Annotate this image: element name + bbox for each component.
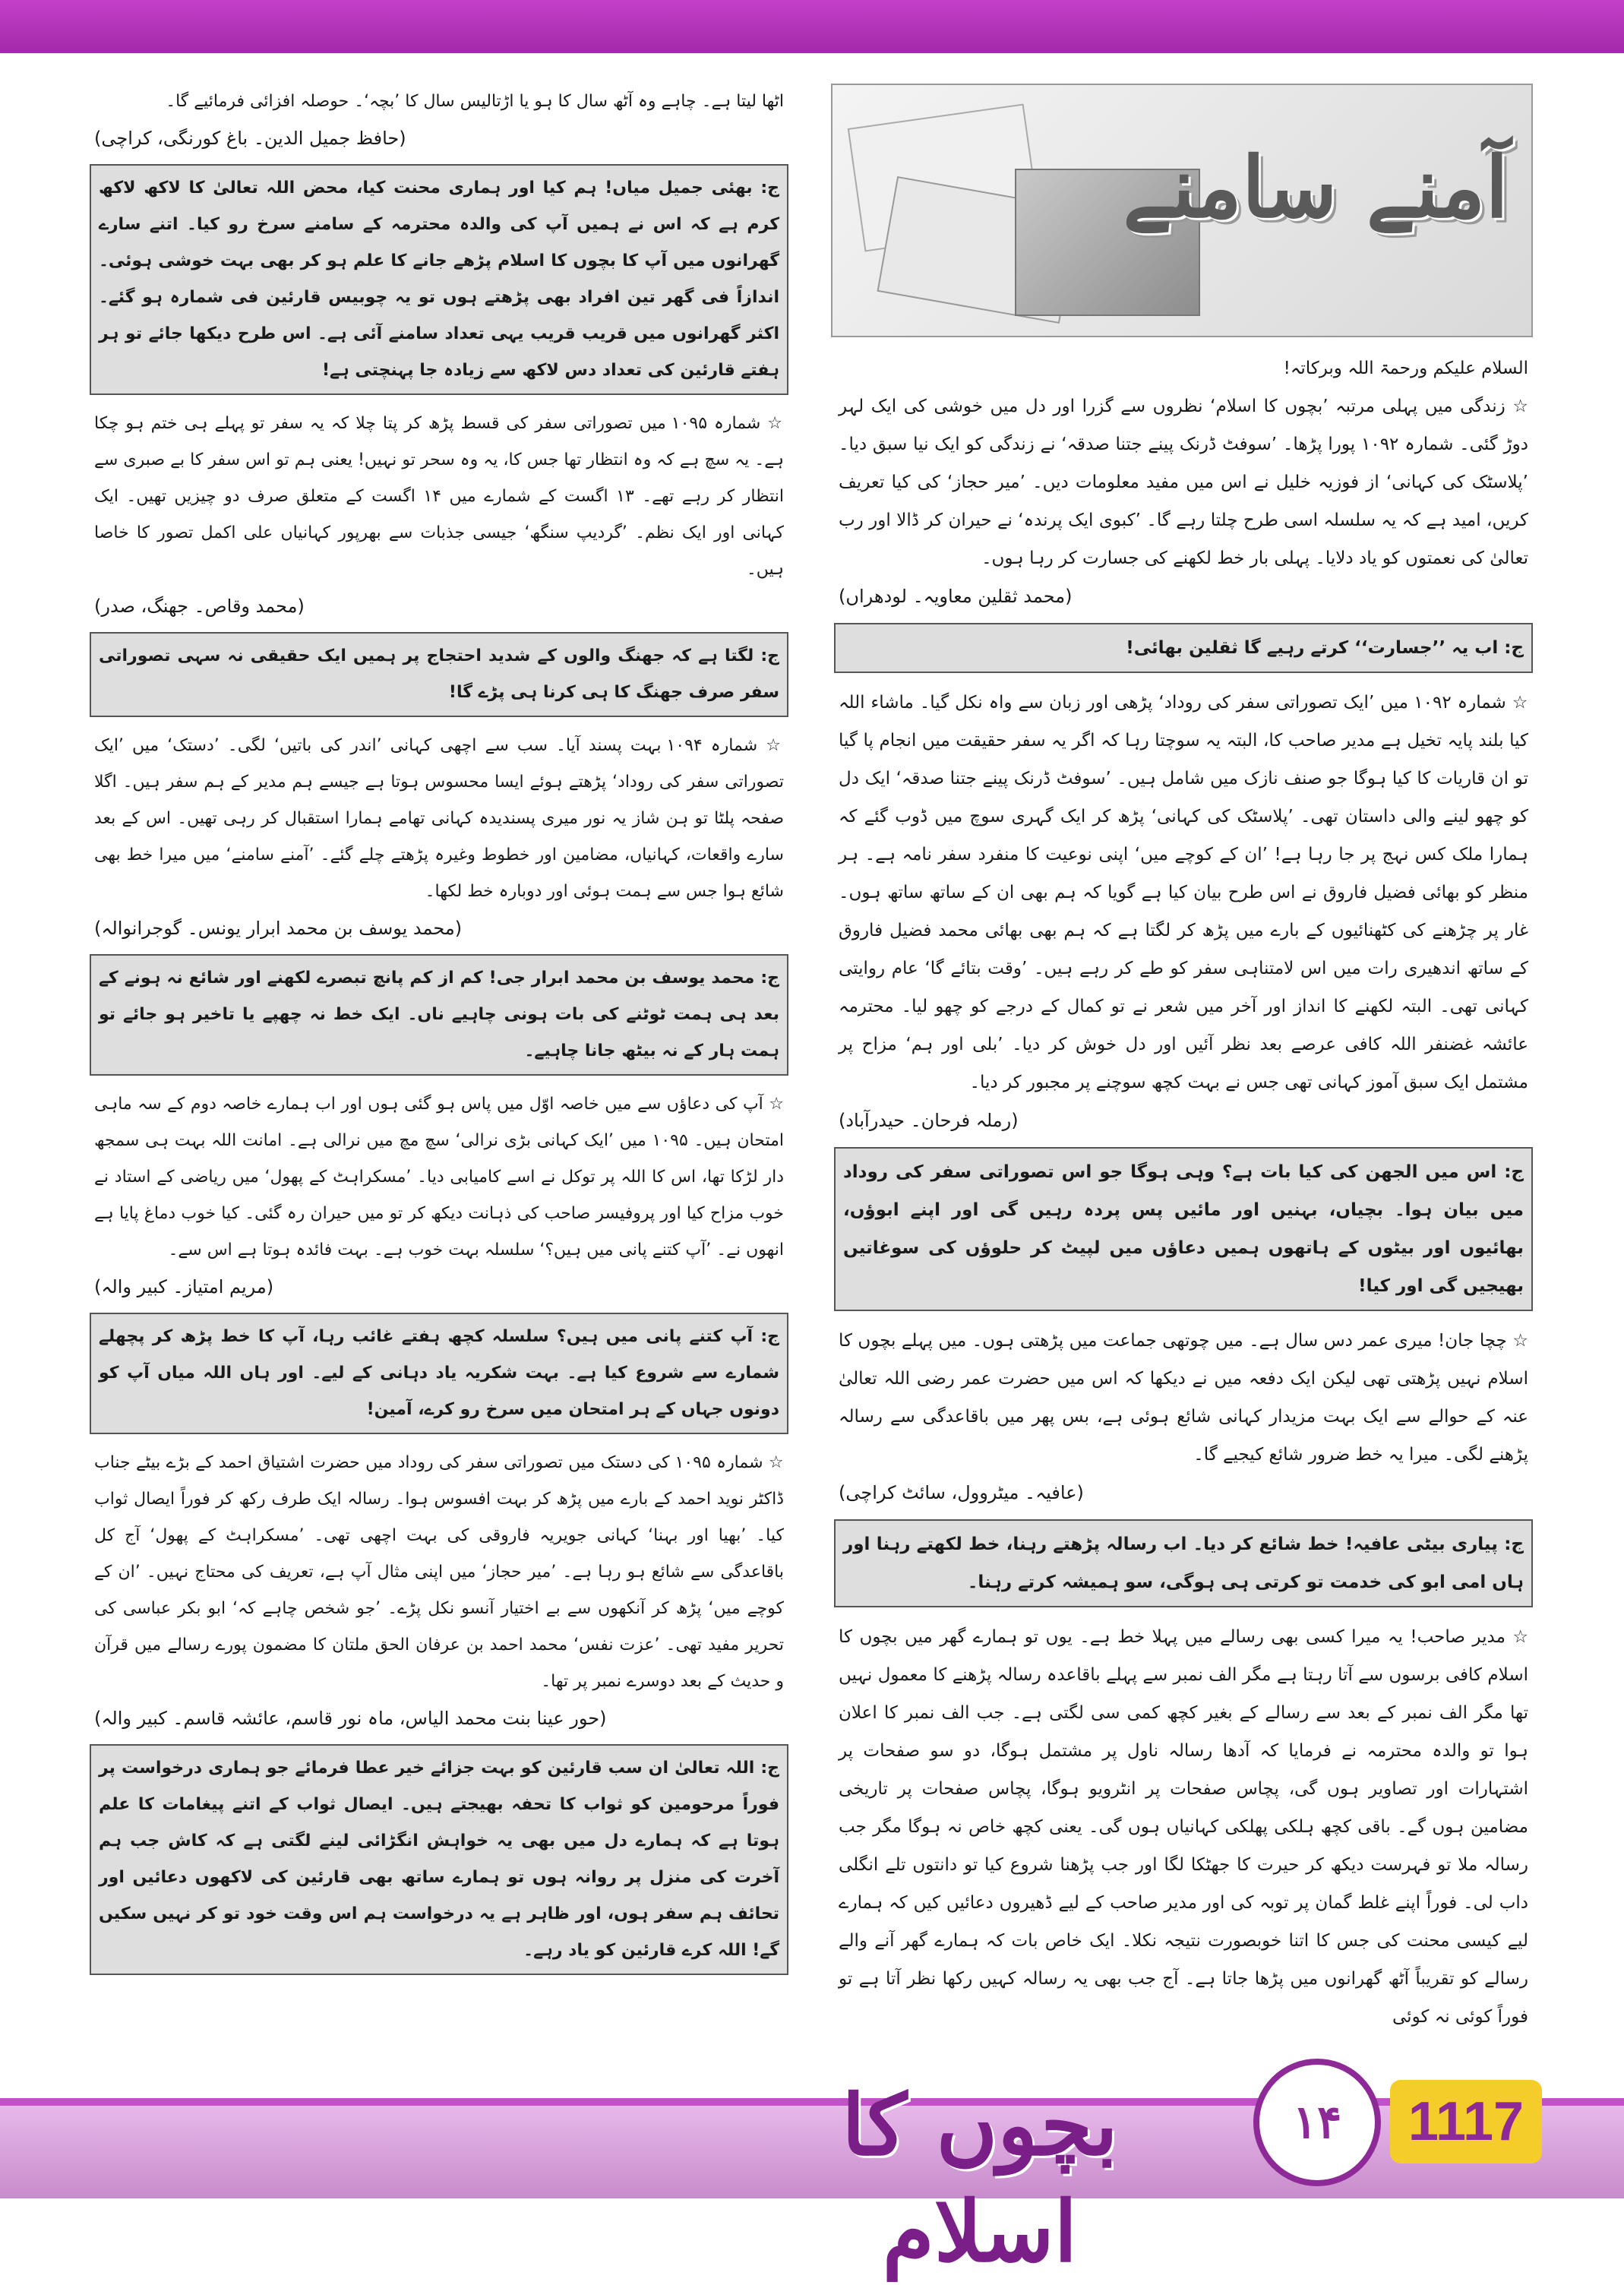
- letter-signature: (محمد ثقلین معاویہ۔ لودھراں): [839, 586, 1073, 607]
- left-letters: [90, 84, 788, 1975]
- reader-letter: [90, 1086, 788, 1305]
- greeting-line: السلام علیکم ورحمۃ اللہ وبرکاتہ!: [1283, 359, 1528, 378]
- reader-letter: [834, 387, 1533, 615]
- editor-reply: ج: اس میں الجھن کی کیا بات ہے؟ وہی ہوگا جو اس تصوراتی سفر کی روداد میں بیان ہوا۔ بچیاں، بہنیں اور مائیں پس پردہ رہیں گی اور اپنے ابوؤں، بھائیوں اور بیٹوں کے ہاتھوں ہمیں دعاؤں میں لپیٹ کر حلوؤں کی سوغاتیں بھیجیں گی اور کیا!: [834, 1147, 1533, 1311]
- right-letters: [834, 349, 1533, 2036]
- reader-letter: [90, 406, 788, 624]
- section-header-banner: [831, 84, 1533, 337]
- letter-signature: (عافیہ۔ میٹروول، سائٹ کراچی): [839, 1482, 1084, 1503]
- page-number: ۱۴: [1253, 2059, 1381, 2186]
- reader-letter: [834, 684, 1533, 1139]
- letter-signature: (محمد یوسف بن محمد ابرار یونس۔ گوجرانوالہ): [94, 918, 463, 939]
- letter-body: ☆ شمارہ ۱۰۹۵ کی دستک میں تصوراتی سفر کی روداد میں حضرت اشتیاق احمد کے بڑے بیٹے جناب ڈاکٹر نوید احمد کے بارے میں پڑھ کر بہت افسوس ہوا۔ رسالہ ایک طرف رکھ کر فوراً ایصال ثواب کیا۔ ’بھیا اور بہنا‘ کہانی جویریہ فاروقی کی بہت اچھی تھی۔ ’مسکراہٹ کے پھول‘ آج کل باقاعدگی سے شائع ہو رہا ہے۔ ’میر حجاز‘ میں اپنی مثال آپ ہے، تعریف کی محتاج نہیں۔ ’ان کے کوچے میں‘ پڑھ کر آنکھوں سے بے اختیار آنسو نکل پڑے۔ ’جو شخص چاہے کہ‘ ابو بکر عباسی کی تحریر مفید تھی۔ ’عزت نفس‘ محمد احمد بن عرفان الحق ملتان کا مضمون پورے رسالے میں قرآن و حدیث کے بعد دوسرے نمبر پر تھا۔: [94, 1453, 784, 1691]
- issue-number: 1117: [1390, 2080, 1542, 2163]
- editor-reply: ج: بھئی جمیل میاں! ہم کیا اور ہماری محنت کیا، محض اللہ تعالیٰ کا لاکھ لاکھ کرم ہے کہ اس نے ہمیں آپ کی والدہ محترمہ کے سامنے سرخ رو کیا۔ اتنے سارے گھرانوں میں آپ کا بچوں کا اسلام پڑھے جانے کا علم ہو کر بھی بہت خوشی ہوئی۔ اندازاً فی گھر تین افراد بھی پڑھتے ہوں تو یہ چوبیس قارئین فی شمارہ ہو گئے۔ اکثر گھرانوں میں قریب قریب یہی تعداد سامنے آئی ہے۔ اس طرح دیکھا جائے تو ہر ہفتے قارئین کی تعداد دس لاکھ سے زیادہ جا پہنچتی ہے!: [90, 164, 788, 395]
- footer: [0, 2059, 1624, 2280]
- reader-letter: [90, 1445, 788, 1737]
- reader-letter: [834, 1618, 1533, 2036]
- letter-body: ☆ مدیر صاحب! یہ میرا کسی بھی رسالے میں پہلا خط ہے۔ یوں تو ہمارے گھر میں بچوں کا اسلام کافی برسوں سے آتا رہتا ہے مگر الف نمبر سے پہلے باقاعدہ رسالہ پڑھنے کا معمول نہیں تھا مگر الف نمبر کے بعد سے رسالے کے بغیر کچھ کمی سی لگتی ہے۔ جب الف نمبر کا اعلان ہوا تو والدہ محترمہ نے فرمایا کہ آدھا رسالہ ناول پر مشتمل ہوگا، دو سو صفحات پر اشتہارات اور تصاویر ہوں گی، پچاس صفحات پر انٹرویو ہوگا، پچاس صفحات پر تاریخی مضامین ہوں گے۔ باقی کچھ ہلکی پھلکی کہانیاں ہوں گی۔ یعنی کچھ خاص نہ ہوگا مگر جب رسالہ ملا تو فہرست دیکھ کر حیرت کا جھٹکا لگا اور جب پڑھنا شروع کیا تو دانتوں تلے انگلی داب لی۔ فوراً اپنے غلط گمان پر توبہ کی اور مدیر صاحب کے لیے ڈھیروں دعائیں کیں کہ ہمارے لیے کیسی محنت کی جس کا اتنا خوبصورت نتیجہ نکلا۔ ایک خاص بات کہ ہمارے گھر آنے والے رسالے کو تقریباً آٹھ گھرانوں میں پڑھا جاتا ہے۔ آج جب بھی یہ رسالہ کہیں رکھا نظر آتا ہے تو فوراً کوئی نہ کوئی: [839, 1627, 1528, 2027]
- magazine-logo: بچوں کا اسلام: [842, 2076, 1118, 2280]
- left-column: [90, 84, 788, 1986]
- letter-signature: (مریم امتیاز۔ کبیر والہ): [94, 1276, 274, 1297]
- letter-body: ☆ شمارہ ۱۰۹۲ میں ’ایک تصوراتی سفر کی روداد‘ پڑھی اور زبان سے واہ نکل گیا۔ ماشاء اللہ کیا بلند پایہ تخیل ہے مدیر صاحب کا، البتہ یہ سوچتا رہا کہ اگر یہ سفر حقیقت میں انجام پا گیا تو ان قاریات کا کیا ہوگا جو صنف نازک میں شامل ہیں۔ ’سوفٹ ڈرنک پینے جتنا صدقہ‘ ایک دل کو چھو لینے والی داستان تھی۔ ’پلاسٹک کی کہانی‘ پڑھ کر ایک گہری سوچ میں ڈوب گئے کہ ہمارا ملک کس نہج پر جا رہا ہے! ’ان کے کوچے میں‘ اپنی نوعیت کا منفرد سفر نامہ ہے۔ ہر منظر کو بھائی فضیل فاروق نے اس طرح بیان کیا ہے گویا کہ ہم بھی ان کے ساتھ ساتھ ہوں۔ غار پر چڑھنے کی کٹھنائیوں کے بارے میں پڑھ کر لگتا ہے کہ ہم بھی بھائی محمد فضیل فاروق کے ساتھ اندھیری رات میں اس لامتناہی سفر کو طے کر رہے ہیں۔ ’وقت بتائے گا‘ عام روایتی کہانی تھی۔ البتہ لکھنے کا انداز اور آخر میں شعر نے تو کمال کے درجے کو چھو لیا۔ محترمہ عائشہ غضنفر اللہ کافی عرصے بعد نظر آئیں اور دل خوش کر دیا۔ ’بلی اور ہم‘ مزاح پر مشتمل ایک سبق آموز کہانی تھی جس نے بہت کچھ سوچنے پر مجبور کر دیا۔: [839, 693, 1528, 1092]
- reader-letter: [90, 728, 788, 947]
- top-color-bar: [0, 0, 1624, 53]
- letter-signature: (حور عینا بنت محمد الیاس، ماہ نور قاسم، عائشہ قاسم۔ کبیر والہ): [94, 1708, 607, 1729]
- letter-body: اٹھا لیتا ہے۔ چاہے وہ آٹھ سال کا ہو یا اڑتالیس سال کا ’بچہ‘۔ حوصلہ افزائی فرمائیے گا۔: [166, 92, 784, 111]
- letter-body: ☆ چچا جان! میری عمر دس سال ہے۔ میں چوتھی جماعت میں پڑھتی ہوں۔ میں پہلے بچوں کا اسلام نہیں پڑھتی تھی لیکن ایک دفعہ میں نے دیکھا کہ اس میں حضرت عمر رضی اللہ تعالیٰ عنہ کے حوالے سے ایک بہت مزیدار کہانی شائع ہوئی ہے، بس پھر میں باقاعدگی سے رسالہ پڑھنے لگی۔ میرا یہ خط ضرور شائع کیجیے گا۔: [839, 1331, 1528, 1465]
- editor-reply: ج: اب یہ ’’جسارت‘‘ کرتے رہیے گا ثقلین بھائی!: [834, 623, 1533, 673]
- letter-signature: (رملہ فرحان۔ حیدرآباد): [839, 1110, 1019, 1131]
- letter-body: ☆ شمارہ ۱۰۹۴ بہت پسند آیا۔ سب سے اچھی کہانی ’اندر کی باتیں‘ لگی۔ ’دستک‘ میں ’ایک تصوراتی سفر کی روداد‘ پڑھتے ہوئے ایسا محسوس ہوتا ہے جیسے ہم مدیر کے ہم سفر ہیں۔ اگلا صفحہ پلٹا تو ہن شاز یہ نور میری پسندیدہ کہانی تھامے ہمارا استقبال کر رہی تھیں۔ اس کے بعد سارے واقعات، کہانیاں، مضامین اور خطوط وغیرہ پڑھتے چلے گئے۔ ’آمنے سامنے‘ میں میرا خط بھی شائع ہوا جس سے ہمت ہوئی اور دوبارہ خط لکھا۔: [94, 736, 784, 901]
- editor-reply: ج: پیاری بیٹی عافیہ! خط شائع کر دیا۔ اب رسالہ پڑھتے رہنا، خط لکھتے رہنا اور ہاں امی ابو کی خدمت تو کرتی ہی ہوگی، سو ہمیشہ کرتے رہنا۔: [834, 1519, 1533, 1607]
- letter-body: ☆ شمارہ ۱۰۹۵ میں تصوراتی سفر کی قسط پڑھ کر پتا چلا کہ یہ سفر تو پہلے ہی ختم ہو چکا ہے۔ یہ سچ ہے کہ وہ انتظار تھا جس کا، یہ وہ سحر تو نہیں! یعنی ہم تو اس سفر کا بے صبری سے انتظار کر رہے تھے۔ ۱۳ اگست کے شمارے میں ۱۴ اگست کے متعلق صرف دو چیزیں تھیں۔ ایک کہانی اور ایک نظم۔ ’گردیپ سنگھ‘ جیسی جذبات سے بھرپور کہانیاں علی اکمل تصور کا خاصا ہیں۔: [94, 414, 784, 579]
- letter-body: ☆ آپ کی دعاؤں سے میں خاصہ اوّل میں پاس ہو گئی ہوں اور اب ہمارے خاصہ دوم کے سہ ماہی امتحان ہیں۔ ۱۰۹۵ میں ’ایک کہانی بڑی نرالی‘ سچ مچ میں نرالی ہے۔ امانت اللہ بہت ہی سمجھ دار لڑکا تھا، اس کا اللہ پر توکل نے اسے کامیابی دیا۔ ’مسکراہٹ کے پھول‘ میں ریاضی کے استاد نے خوب مزاح کیا اور پروفیسر صاحب کی ذہانت دیکھ کر تو میں حیران رہ گئی۔ کیا خوب دماغ پایا ہے انھوں نے۔ ’آپ کتنے پانی میں ہیں؟‘ سلسلہ بہت خوب ہے۔ بہت فائدہ ہوتا ہے اس سے۔: [94, 1095, 784, 1259]
- letter-signature: (محمد وقاص۔ جھنگ، صدر): [94, 596, 305, 617]
- reader-letter: [834, 1322, 1533, 1512]
- editor-reply: ج: لگتا ہے کہ جھنگ والوں کے شدید احتجاج پر ہمیں ایک حقیقی نہ سہی تصوراتی سفر صرف جھنگ کا ہی کرنا ہی پڑے گا!: [90, 632, 788, 717]
- right-column: [834, 84, 1533, 2043]
- editor-reply: ج: محمد یوسف بن محمد ابرار جی! کم از کم پانچ تبصرے لکھنے اور شائع نہ ہونے کے بعد ہی ہمت ٹوٹنے کی بات ہونی چاہیے ناں۔ ایک خط نہ چھپے یا تاخیر ہو جائے تو ہمت ہار کے نہ بیٹھ جانا چاہیے۔: [90, 954, 788, 1076]
- editor-reply: ج: آپ کتنے پانی میں ہیں؟ سلسلہ کچھ ہفتے غائب رہا، آپ کا خط پڑھ کر پچھلے شمارے سے شروع کیا ہے۔ بہت شکریہ یاد دہانی کے لیے۔ اور ہاں اللہ میاں آپ کو دونوں جہاں کے ہر امتحان میں سرخ رو کرے، آمین!: [90, 1313, 788, 1434]
- section-title: آمنے سامنے: [1123, 138, 1509, 236]
- letter-body: ☆ زندگی میں پہلی مرتبہ ’بچوں کا اسلام‘ نظروں سے گزرا اور دل میں خوشی کی ایک لہر دوڑ گئی۔ شمارہ ۱۰۹۲ پورا پڑھا۔ ’سوفٹ ڈرنک پینے جتنا صدقہ‘ نے زندگی کو ایک نیا سبق دیا۔ ’پلاسٹک کی کہانی‘ از فوزیہ خلیل نے اس میں مفید معلومات دیں۔ ’میر حجاز‘ کی کیا تعریف کریں، امید ہے کہ یہ سلسلہ اسی طرح چلتا رہے گا۔ ’کبوی ایک پرندہ‘ نے حیران کر ڈالا اور رب تعالیٰ کی نعمتوں کو یاد دلایا۔ پہلی بار خط لکھنے کی جسارت کر رہا ہوں۔: [839, 397, 1528, 568]
- editor-reply: ج: اللہ تعالیٰ ان سب قارئین کو بہت جزائے خیر عطا فرمائے جو ہماری درخواست پر فوراً مرحومین کو ثواب کا تحفہ بھیجتے ہیں۔ ایصال ثواب کے اتنے پیغامات کا علم ہوتا ہے کہ ہمارے دل میں بھی یہ خواہش انگڑائی لینے لگتی ہے کہ کاش جب ہم آخرت کی منزل پر روانہ ہوں تو ہمارے ساتھ بھی قارئین کی لاکھوں دعائیں اور تحائف ہم سفر ہوں، اور ظاہر ہے یہ درخواست ہم اس وقت خود تو کر نہیں سکیں گے! اللہ کرے قارئین کو یاد رہے۔: [90, 1744, 788, 1975]
- reader-letter: [90, 84, 788, 156]
- letter-signature: (حافظ جمیل الدین۔ باغ کورنگی، کراچی): [94, 128, 406, 149]
